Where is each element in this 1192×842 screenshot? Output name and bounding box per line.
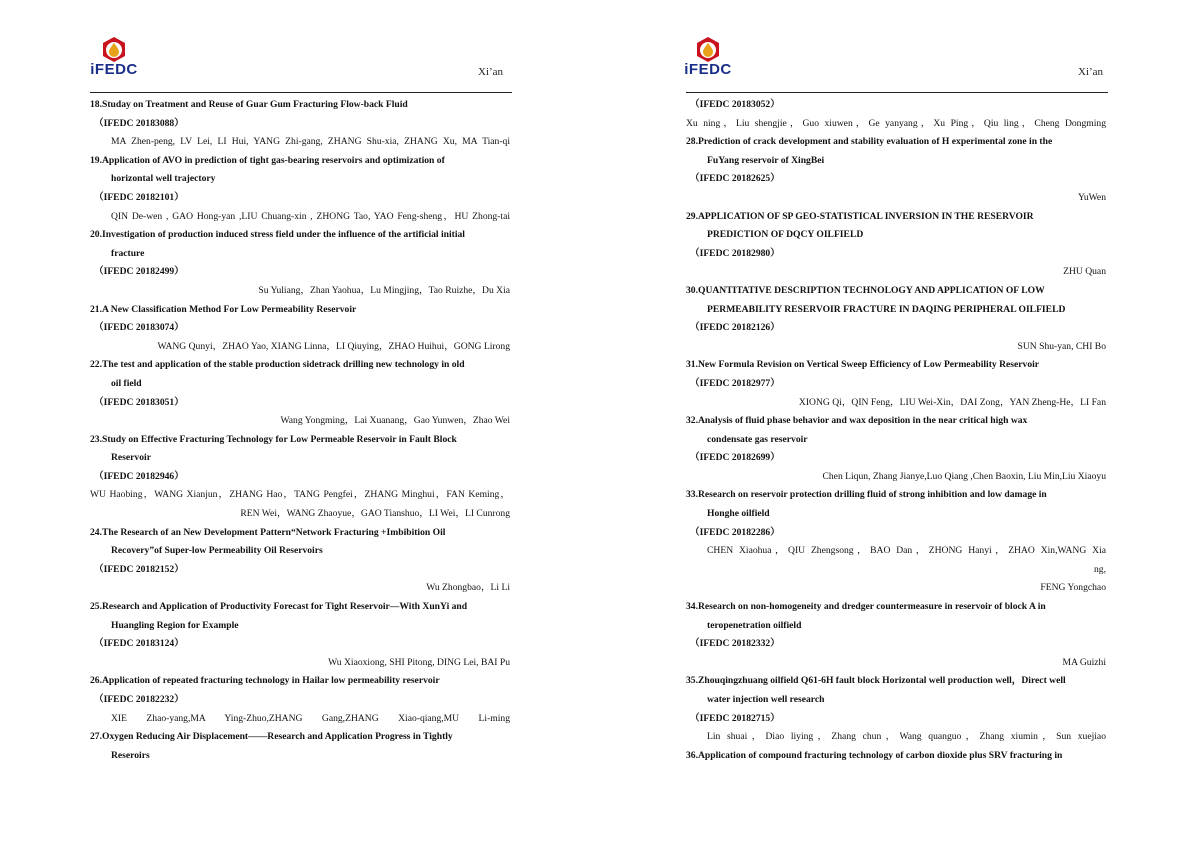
paper-title: 25.Research and Application of Productivity Forecast for Tight Reservoir—With XunYi and: [90, 601, 468, 613]
paper-authors: QIN De-wen , GAO Hong-yan ,LIU Chuang-xin , ZHONG Tao, YAO Feng-sheng，HU Zhong-tai: [111, 210, 510, 222]
paper-title: 36.Application of compound fracturing technology of carbon dioxide plus SRV fracturing in: [686, 749, 1063, 761]
paper-code: （IFEDC 20183052）: [690, 99, 780, 110]
paper-title: 26.Application of repeated fracturing technology in Hailar low permeability reservoir: [90, 675, 440, 687]
paper-title-continued: oil field: [111, 377, 142, 389]
logo-text: iFEDC: [684, 61, 732, 78]
paper-authors: Chen Liqun, Zhang Jianye,Luo Qiang ,Chen Baoxin, Liu Min,Liu Xiaoyu: [822, 470, 1106, 482]
paper-title: 35.Zhouqingzhuang oilfield Q61-6H fault block Horizontal well production well，Direct well: [686, 675, 1066, 687]
paper-code: （IFEDC 20182625）: [690, 173, 780, 185]
paper-code: （IFEDC 20182101）: [94, 191, 184, 203]
paper-authors: Su Yuliang，Zhan Yaohua，Lu Mingjing，Tao Ruizhe，Du Xia: [258, 284, 510, 296]
right-page: [596, 0, 1192, 842]
paper-title: 19.Application of AVO in prediction of tight gas-bearing reservoirs and optimization of: [90, 154, 445, 166]
paper-code: （IFEDC 20182715）: [690, 712, 780, 724]
right-content: [686, 96, 1106, 765]
header-city: Xi’an: [1078, 66, 1104, 78]
paper-code: （IFEDC 20183074）: [94, 322, 184, 334]
paper-authors: YuWen: [1077, 191, 1106, 203]
paper-title-continued: teropenetration oilfield: [707, 619, 802, 631]
left-content: [90, 96, 510, 765]
paper-title-continued: Reseroirs: [111, 749, 150, 761]
paper-title: 32.Analysis of fluid phase behavior and wax deposition in the near critical high wax: [686, 415, 1028, 427]
paper-title: 34.Research on non-homogeneity and dredger countermeasure in reservoir of block A in: [686, 601, 1046, 613]
paper-title-continued: Reservoir: [111, 452, 151, 464]
paper-title: 20.Investigation of production induced stress field under the influence of the artificial initial: [90, 229, 465, 241]
paper-code: （IFEDC 20182152）: [94, 563, 184, 575]
paper-authors: ZHU Quan: [1063, 266, 1106, 278]
logo-text: iFEDC: [90, 61, 138, 78]
paper-code: （IFEDC 20182980）: [690, 247, 780, 259]
paper-title-continued: condensate gas reservoir: [707, 433, 808, 445]
paper-code: （IFEDC 20182232）: [94, 694, 184, 705]
paper-code: （IFEDC 20182977）: [690, 377, 780, 389]
paper-title-continued: PREDICTION OF DQCY OILFIELD: [707, 229, 864, 241]
paper-authors: MA Zhen-peng, LV Lei, LI Hui, YANG Zhi-gang, ZHANG Shu-xia, ZHANG Xu, MA Tian-qi: [111, 136, 510, 148]
paper-title-continued: fracture: [111, 247, 145, 259]
paper-authors: REN Wei，WANG Zhaoyue，GAO Tianshuo，LI Wei，LI Cunrong: [240, 508, 510, 520]
paper-title-continued: Recovery”of Super-low Permeability Oil Reservoirs: [111, 545, 323, 557]
paper-authors: ng,: [1094, 563, 1106, 575]
paper-title: 30.QUANTITATIVE DESCRIPTION TECHNOLOGY AND APPLICATION OF LOW: [686, 284, 1045, 296]
paper-code: （IFEDC 20182286）: [690, 526, 780, 538]
header-city: Xi’an: [478, 66, 504, 78]
ifedc-logo: [678, 36, 738, 78]
header-rule: [90, 92, 512, 93]
paper-authors: WU Haobing，WANG Xianjun，ZHANG Hao，TANG Pengfei，ZHANG Minghui，FAN Keming，: [90, 489, 510, 501]
paper-authors: Lin shuai，Diao liying，Zhang chun，Wang quanguo，Zhang xiumin，Sun xuejiao: [707, 731, 1106, 743]
header-rule: [686, 92, 1108, 93]
paper-title: 21.A New Classification Method For Low Permeability Reservoir: [90, 303, 357, 315]
paper-title-continued: horizontal well trajectory: [111, 173, 216, 185]
paper-authors: Xu ning，Liu shengjie，Guo xiuwen，Ge yanyang，Xu Ping，Qiu ling，Cheng Dongming: [686, 117, 1106, 129]
paper-authors: XIONG Qi，QIN Feng，LIU Wei-Xin，DAI Zong，YAN Zheng-He，LI Fan: [798, 396, 1106, 408]
ifedc-logo: [84, 36, 144, 78]
paper-authors: CHEN Xiaohua，QIU Zhengsong，BAO Dan，ZHONG Hanyi，ZHAO Xin,WANG Xia: [707, 545, 1106, 557]
paper-authors: MA Guizhi: [1062, 656, 1106, 668]
paper-title: 27.Oxygen Reducing Air Displacement——Research and Application Progress in Tightly: [90, 731, 453, 743]
paper-authors: FENG Yongchao: [1040, 582, 1106, 594]
paper-title-continued: FuYang reservoir of XingBei: [707, 154, 825, 166]
paper-authors: WANG Qunyi，ZHAO Yao, XIANG Linna，LI Qiuying，ZHAO Huihui，GONG Lirong: [157, 340, 510, 352]
paper-authors: SUN Shu-yan, CHI Bo: [1017, 340, 1106, 352]
paper-title: 29.APPLICATION OF SP GEO-STATISTICAL INVERSION IN THE RESERVOIR: [686, 210, 1034, 222]
paper-authors: Wang Yongming，Lai Xuanang，Gao Yunwen，Zhao Wei: [280, 415, 510, 427]
paper-title-continued: PERMEABILITY RESERVOIR FRACTURE IN DAQING PERIPHERAL OILFIELD: [707, 303, 1066, 315]
paper-title-continued: Huangling Region for Example: [111, 619, 239, 631]
paper-code: （IFEDC 20182699）: [690, 452, 780, 464]
paper-title-continued: Honghe oilfield: [707, 508, 770, 520]
paper-code: （IFEDC 20183051）: [94, 396, 184, 408]
paper-code: （IFEDC 20182126）: [690, 322, 780, 334]
paper-code: （IFEDC 20182332）: [690, 638, 780, 650]
paper-authors: Wu Xiaoxiong, SHI Pitong, DING Lei, BAI Pu: [328, 656, 510, 668]
paper-title: 31.New Formula Revision on Vertical Sweep Efficiency of Low Permeability Reservoir: [686, 359, 1040, 371]
paper-code: （IFEDC 20182946）: [94, 470, 184, 482]
paper-code: （IFEDC 20183088）: [94, 117, 184, 129]
paper-authors: XIE Zhao-yang,MA Ying-Zhuo,ZHANG Gang,ZHANG Xiao-qiang,MU Li-ming: [111, 712, 510, 724]
paper-title: 28.Prediction of crack development and stability evaluation of H experimental zone in the: [686, 136, 1053, 148]
paper-title-continued: water injection well research: [707, 694, 825, 705]
paper-title: 23.Study on Effective Fracturing Technology for Low Permeable Reservoir in Fault Block: [90, 433, 457, 445]
paper-title: 24.The Research of an New Development Pattern“Network Fracturing +Imbibition Oil: [90, 526, 446, 538]
paper-authors: Wu Zhongbao，Li Li: [426, 582, 510, 594]
paper-code: （IFEDC 20183124）: [94, 638, 184, 650]
paper-title: 22.The test and application of the stable production sidetrack drilling new technology in old: [90, 359, 465, 371]
paper-title: 33.Research on reservoir protection drilling fluid of strong inhibition and low damage in: [686, 489, 1047, 501]
paper-code: （IFEDC 20182499）: [94, 266, 184, 278]
paper-title: 18.Studay on Treatment and Reuse of Guar Gum Fracturing Flow-back Fluid: [90, 99, 408, 110]
